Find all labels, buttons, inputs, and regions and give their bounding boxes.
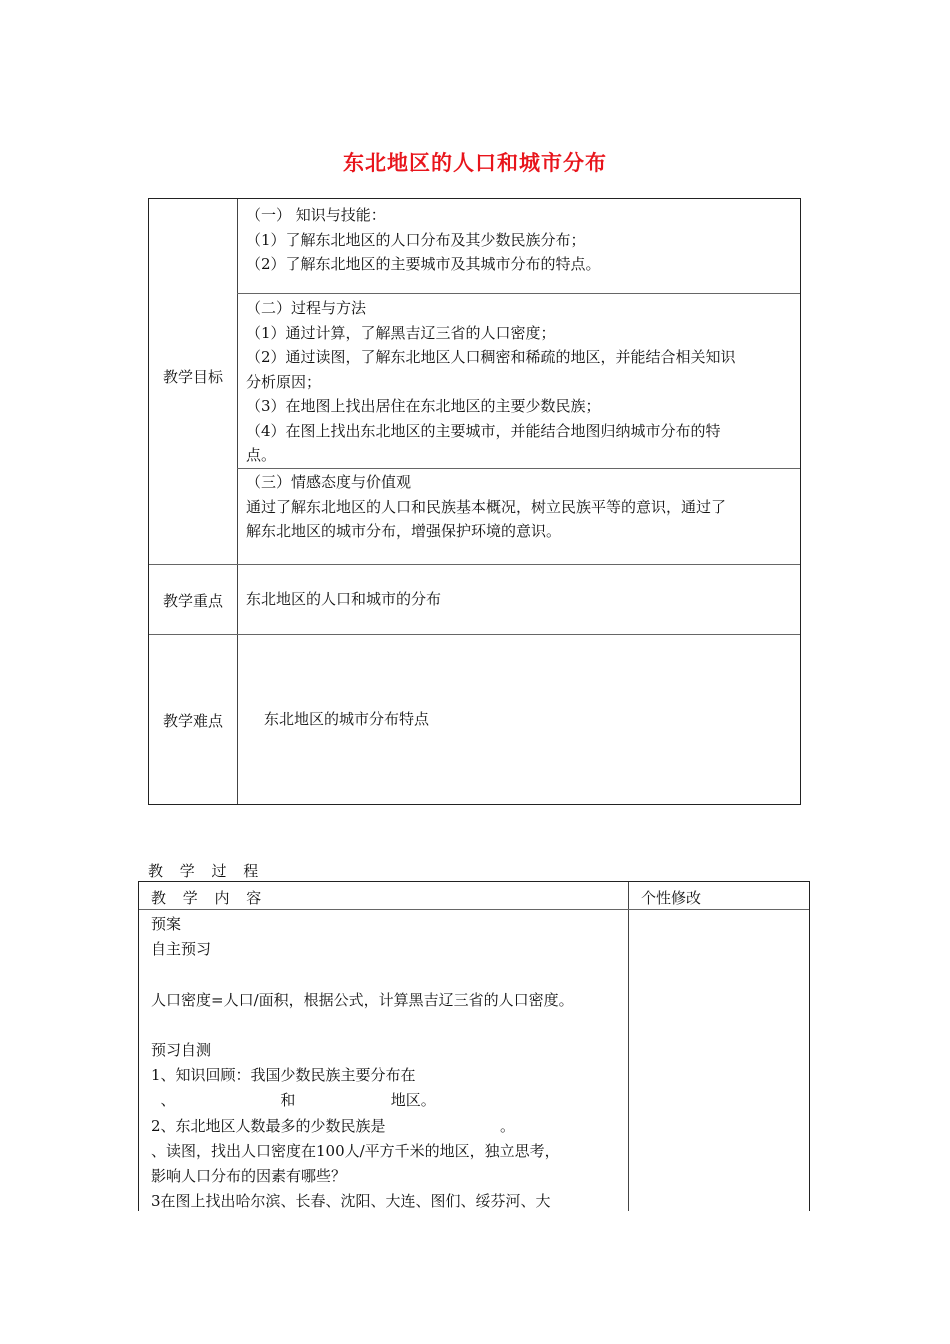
content-line: 预习自测: [151, 1041, 212, 1060]
process-content: [151, 912, 621, 1214]
process-heading: 教 学 过 程: [148, 862, 265, 880]
knowledge-skills-block: [246, 203, 794, 277]
content-column-header: 教 学 内 容: [151, 889, 268, 907]
section-heading: （二）过程与方法: [246, 299, 367, 317]
difficulty-text: 东北地区的城市分布特点: [264, 710, 430, 728]
objective-line: （1）了解东北地区的人口分布及其少数民族分布；: [246, 230, 586, 249]
content-line: 影响人口分布的因素有哪些？: [151, 1167, 347, 1186]
row-divider: [237, 468, 800, 469]
notes-column-header: 个性修改: [641, 889, 702, 907]
section-heading: （三）情感态度与价值观: [246, 473, 412, 491]
content-line: [151, 1013, 621, 1038]
objective-line: 点。: [246, 446, 277, 464]
objective-line: （3）在地图上找出居住在东北地区的主要少数民族；: [246, 397, 601, 415]
row-divider: [149, 634, 800, 635]
content-line: 预案: [151, 915, 182, 933]
content-line: 、 和 地区。: [151, 1091, 436, 1110]
objective-line: （2）了解东北地区的主要城市及其城市分布的特点。: [246, 255, 601, 273]
objective-line: （4）在图上找出东北地区的主要城市，并能结合地图归纳城市分布的特: [246, 421, 721, 440]
attitudes-values-block: [246, 470, 794, 544]
content-line: 自主预习: [151, 940, 212, 959]
page-title: 东北地区的人口和城市分布: [343, 151, 607, 175]
content-line: 3在图上找出哈尔滨、长春、沈阳、大连、图们、绥芬河、大: [151, 1192, 551, 1211]
goals-label: 教学目标: [162, 368, 223, 386]
content-line: 2、东北地区人数最多的少数民族是 。: [151, 1116, 515, 1135]
process-table: [138, 881, 810, 1211]
key-point-text: 东北地区的人口和城市的分布: [246, 590, 442, 608]
objective-line: （1）通过计算，了解黑吉辽三省的人口密度；: [246, 323, 556, 342]
content-line: 、读图，找出人口密度在100人/平方千米的地区，独立思考，: [151, 1141, 560, 1160]
header-divider: [139, 909, 809, 910]
content-line: 人口密度=人口/面积，根据公式，计算黑吉辽三省的人口密度。: [151, 990, 574, 1009]
objective-line: 解东北地区的城市分布，增强保护环境的意识。: [246, 522, 562, 540]
process-methods-block: [246, 296, 794, 468]
content-line: [151, 962, 621, 987]
difficulty-label: 教学难点: [162, 712, 223, 730]
content-line: 1、知识回顾：我国少数民族主要分布在: [151, 1066, 416, 1085]
column-divider: [628, 882, 629, 1211]
row-divider: [237, 293, 800, 294]
section-heading: （一） 知识与技能：: [246, 206, 386, 224]
objective-line: 通过了解东北地区的人口和民族基本概况，树立民族平等的意识，通过了: [246, 497, 727, 516]
objective-line: 分析原因；: [246, 372, 322, 391]
row-divider: [149, 564, 800, 565]
objective-line: （2）通过读图，了解东北地区人口稠密和稀疏的地区，并能结合相关知识: [246, 348, 736, 366]
key-point-label: 教学重点: [162, 592, 223, 610]
objectives-table: [148, 198, 801, 805]
column-divider: [237, 199, 238, 804]
